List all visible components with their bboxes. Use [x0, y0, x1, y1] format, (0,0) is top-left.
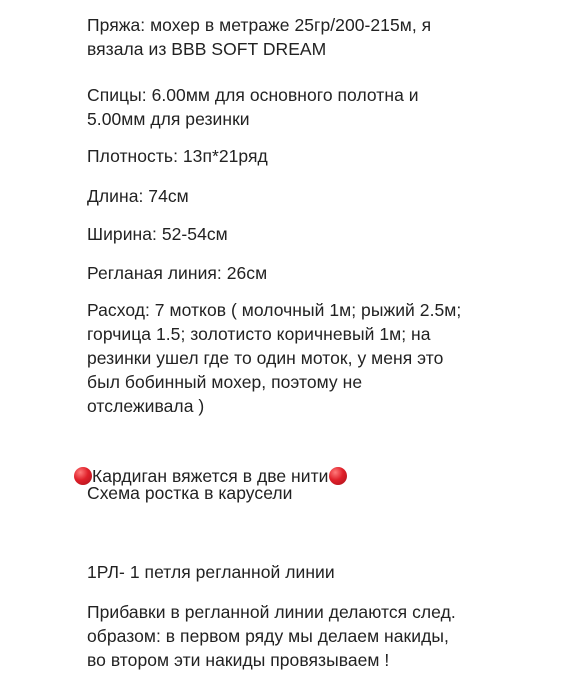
needles-paragraph: Спицы: 6.00мм для основного полотна и 5.00мм для резинки [87, 85, 419, 129]
length-paragraph: Длина: 74см [87, 186, 189, 206]
raglan-line-paragraph: Регланая линия: 26см [87, 263, 268, 283]
width-paragraph: Ширина: 52-54см [87, 224, 228, 244]
gauge-paragraph: Плотность: 13п*21ряд [87, 146, 268, 166]
consumption-paragraph: Расход: 7 мотков ( молочный 1м; рыжий 2.5м; горчица 1.5; золотисто коричневый 1м; на резинки ушел где то один моток, у меня это был бобинный мохер, поэтому не отслеживала ) [87, 300, 462, 416]
increases-paragraph: Прибавки в регланной линии делаются след. образом: в первом ряду мы делаем накиды, во втором эти накиды провязываем ! [87, 602, 456, 670]
two-strands-text: Кардиган вяжется в две нити [92, 466, 329, 486]
rl-definition-paragraph: 1РЛ- 1 петля регланной линии [87, 562, 335, 582]
red-circle-icon [329, 467, 347, 485]
yarn-paragraph: Пряжа: мохер в метраже 25гр/200-215м, я вязала из BBB SOFT DREAM [87, 15, 432, 59]
carousel-paragraph: Схема ростка в карусели [87, 483, 293, 503]
